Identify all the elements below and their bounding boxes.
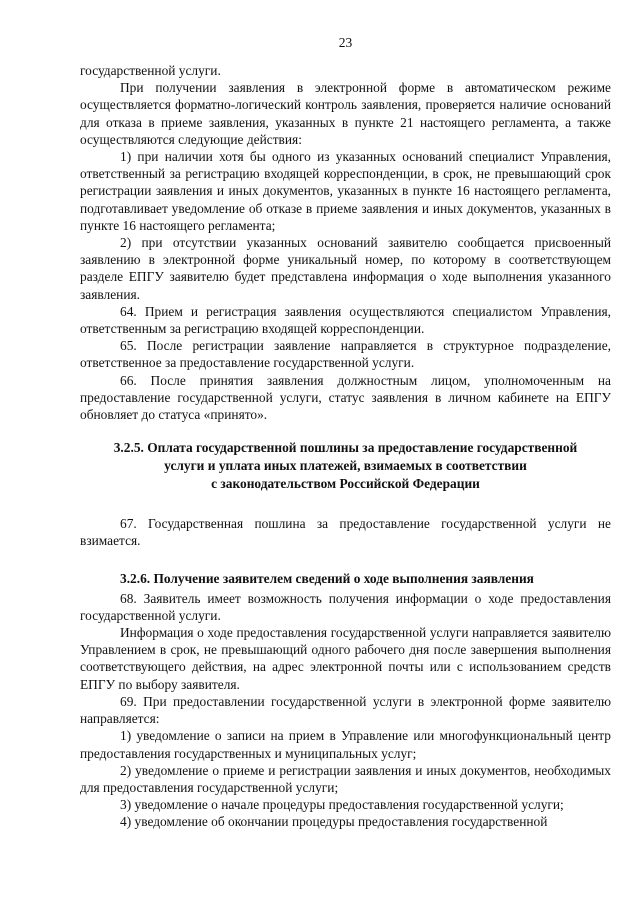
- paragraph-64: 64. Прием и регистрация заявления осуществляются специалистом Управления, ответственным за регистрацию входящей корреспонденции.: [80, 303, 611, 337]
- paragraph-68: 68. Заявитель имеет возможность получения информации о ходе предоставления государственной услуги.: [80, 590, 611, 623]
- paragraph-67: 67. Государственная пошлина за предоставление государственной услуги не взимается.: [80, 516, 611, 549]
- paragraph-info: Информация о ходе предоставления государственной услуги направляется заявителю Управлением в срок, не превышающий одного рабочего дня после завершения выполнения соответствующего действия, на адрес электронной почты или с использованием средств ЕПГУ по выбору заявителя.: [80, 625, 611, 692]
- section-heading-line-3: с законодательством Российской Федерации: [211, 476, 480, 492]
- section-heading-line-1: 3.2.5. Оплата государственной пошлины за предоставление государственной: [113, 440, 578, 456]
- list-item-notice-2: 2) уведомление о приеме и регистрации заявления и иных документов, необходимых для предоставления государственной услуги;: [80, 762, 611, 795]
- paragraph-66: 66. После принятия заявления должностным лицом, уполномоченным на предоставление государственной услуги, статус заявления в личном кабинете на ЕПГУ обновляет до статуса «принято».: [80, 372, 611, 423]
- list-item-1-refusal: 1) при наличии хотя бы одного из указанных оснований специалист Управления, ответственный за регистрацию входящей корреспонденции, в срок, не превышающий срок регистрации заявления и иных документов, указанных в пункте 16 настоящего регламента, подготавливает уведомление об отказе в приеме заявления и иных документов, указанных в пункте 16 настоящего регламента;: [80, 149, 611, 233]
- list-item-notice-1: 1) уведомление о записи на прием в Управление или многофункциональный центр предоставления государственных и муниципальных услуг;: [80, 728, 611, 761]
- section-heading-3-2-6: 3.2.6. Получение заявителем сведений о ходе выполнения заявления: [120, 570, 534, 586]
- list-item-notice-3: 3) уведомление о начале процедуры предоставления государственной услуги;: [120, 797, 564, 813]
- paragraph-electronic-form: При получении заявления в электронной форме в автоматическом режиме осуществляется форматно-логический контроль заявления, проверяется наличие оснований для отказа в приеме заявления, указанных в пункте 21 настоящего регламента, а также осуществляются следующие действия:: [80, 80, 611, 147]
- page-number: 23: [338, 35, 353, 50]
- section-heading-3-2-5: [80, 439, 611, 493]
- list-item-notice-4: 4) уведомление об окончании процедуры предоставления государственной: [120, 814, 548, 830]
- document-page: [80, 34, 611, 831]
- paragraph-65: 65. После регистрации заявление направляется в структурное подразделение, ответственное за предоставление государственной услуги.: [80, 338, 611, 371]
- list-item-2-number: 2) при отсутствии указанных оснований заявителю сообщается присвоенный заявлению в электронной форме уникальный номер, по которому в соответствующем разделе ЕПГУ заявителю будет представлена информация о ходе выполнения указанного заявления.: [80, 235, 611, 302]
- paragraph-continuation: государственной услуги.: [80, 63, 221, 78]
- paragraph-69: 69. При предоставлении государственной услуги в электронной форме заявителю направляется:: [80, 693, 611, 727]
- section-heading-line-2: услуги и уплата иных платежей, взимаемых в соответствии: [164, 458, 527, 474]
